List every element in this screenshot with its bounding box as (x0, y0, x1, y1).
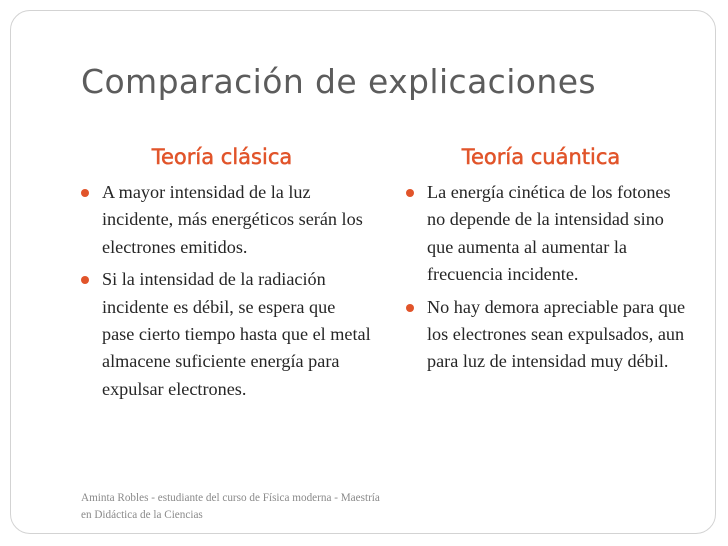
list-item (81, 179, 371, 261)
list-item (81, 266, 371, 403)
quantum-theory-heading: Teoría cuántica (461, 145, 621, 169)
slide-footer: Aminta Robles - estudiante del curso de Física moderna - Maestría en Didáctica de la Ciencias (81, 492, 380, 521)
bullet-icon (81, 189, 89, 197)
bullet-text: A mayor intensidad de la luz incidente, más energéticos serán los electrones emitidos. (102, 182, 363, 257)
list-item (406, 179, 686, 289)
bullet-icon (406, 189, 414, 197)
bullet-text: Si la intensidad de la radiación incidente es débil, se espera que pase cierto tiempo hasta que el metal almacene suficiente energía para expulsar electrones. (102, 269, 371, 399)
bullet-icon (406, 304, 414, 312)
slide-title: Comparación de explicaciones (81, 62, 596, 101)
bullet-text: No hay demora apreciable para que los electrones sean expulsados, aun para luz de intensidad muy débil. (427, 296, 686, 372)
list-item (406, 294, 686, 376)
classical-theory-list (81, 179, 371, 408)
quantum-theory-list (406, 179, 686, 381)
classical-theory-heading: Teoría clásica (151, 145, 293, 169)
bullet-icon (81, 276, 89, 284)
bullet-text: La energía cinética de los fotones no depende de la intensidad sino que aumenta al aumentar la frecuencia incidente. (427, 182, 671, 285)
